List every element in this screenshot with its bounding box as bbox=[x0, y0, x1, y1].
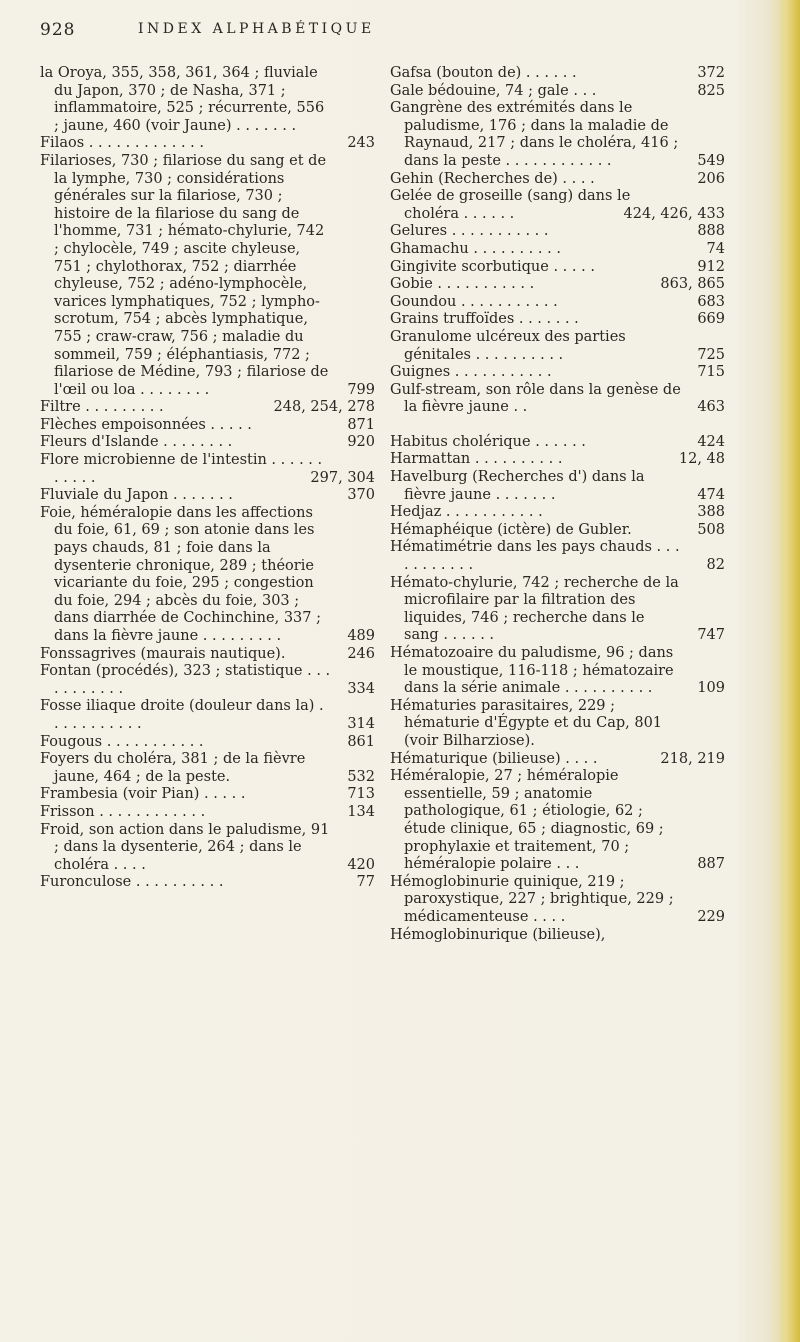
entry-text: Hémaphéique (ictère) de Gubler. bbox=[390, 521, 632, 538]
entry-text: Froid, son action dans le paludisme, 91 ; dans la dysenterie, 264 ; dans le choléra . . . . bbox=[40, 821, 330, 873]
entry-text: Havelburg (Recherches d') dans la fièvre jaune . . . . . . . bbox=[390, 469, 645, 503]
index-entry bbox=[390, 698, 725, 751]
entry-text: Hématozoaire du paludisme, 96 ; dans le moustique, 116-118 ; hématozaire dans la série animale . . . . . . . . . . bbox=[390, 645, 674, 697]
entry-page-ref: 715 bbox=[697, 364, 725, 381]
page-edge bbox=[778, 0, 800, 1342]
entry-text: Fontan (procédés), 323 ; statistique . . . . . . . . . . . bbox=[40, 663, 331, 697]
index-entry bbox=[40, 646, 375, 664]
entry-page-ref: 424, 426, 433 bbox=[623, 205, 725, 222]
entry-page-ref: 861 bbox=[347, 733, 375, 750]
entry-text: Fougous . . . . . . . . . . . bbox=[40, 733, 204, 750]
entry-page-ref: 799 bbox=[347, 381, 375, 398]
index-entry bbox=[390, 451, 725, 469]
entry-page-ref: 863, 865 bbox=[660, 276, 725, 293]
index-entry bbox=[390, 927, 725, 945]
entry-page-ref: 888 bbox=[697, 223, 725, 240]
entry-text: Hémoglobinurique (bilieuse), bbox=[390, 926, 606, 943]
entry-text: Furonculose . . . . . . . . . . bbox=[40, 874, 224, 891]
entry-page-ref: 713 bbox=[347, 786, 375, 803]
entry-page-ref: 246 bbox=[347, 645, 375, 662]
index-entry bbox=[390, 768, 725, 874]
index-entry bbox=[40, 822, 375, 875]
entry-page-ref: 218, 219 bbox=[660, 750, 725, 767]
entry-text: Hémoglobinurie quinique, 219 ; paroxystique, 227 ; brightique, 229 ; médicamenteuse . . . . bbox=[390, 873, 674, 925]
entry-text: Gafsa (bouton de) . . . . . . bbox=[390, 65, 577, 81]
entry-text: Foyers du choléra, 381 ; de la fièvre jaune, 464 ; de la peste. bbox=[40, 751, 306, 785]
entry-text: Grains truffoïdes . . . . . . . bbox=[390, 311, 579, 328]
index-entry bbox=[390, 100, 725, 170]
entry-text: Gobie . . . . . . . . . . . bbox=[390, 276, 535, 293]
index-entry bbox=[390, 241, 725, 259]
index-entry bbox=[40, 452, 375, 487]
entry-page-ref: 370 bbox=[347, 487, 375, 504]
index-entry bbox=[40, 751, 375, 786]
entry-text: Hématimétrie dans les pays chauds . . . . . . . . . . . bbox=[390, 539, 680, 574]
entry-page-ref: 474 bbox=[697, 486, 725, 503]
index-entry bbox=[40, 786, 375, 804]
index-entry bbox=[40, 505, 375, 646]
entry-text: Flore microbienne de l'intestin . . . . . . . . . . . bbox=[40, 452, 323, 486]
entry-page-ref: 489 bbox=[347, 628, 375, 644]
index-entry bbox=[40, 399, 375, 417]
entry-page-ref: 334 bbox=[347, 680, 375, 697]
entry-text: Foie, héméralopie dans les affections du foie, 61, 69 ; son atonie dans les pays chauds, 81 ; foie dans la dysenterie chronique, 289 ; théorie vicariante du foie, 295 ; congestion du foie, 294 ; abcès du foie, 303 ; dans diarrhée de Cochinchine, 337 ; dans la fièvre jaune . . . . . . . . . bbox=[40, 504, 321, 644]
entry-page-ref: 109 bbox=[697, 680, 725, 697]
index-entry bbox=[390, 504, 725, 522]
index-entry bbox=[390, 434, 725, 452]
entry-text: Filarioses, 730 ; filariose du sang et de la lymphe, 730 ; considérations générales sur la filariose, 730 ; histoire de la filariose du sang de l'homme, 731 ; hémato-chylurie, 742 ; chylocèle, 749 ; ascite chyleuse, 751 ; chylothorax, 752 ; diarrhée chyleuse, 752 ; adéno-lymphocèle, varices lymphatiques, 752 ; lympho-scrotum, 754 ; abcès lymphatique, 755 ; craw-craw, 756 ; maladie du sommeil, 759 ; éléphantiasis, 772 ; filariose de Médine, 793 ; filariose de l'œil ou loa . . . . . . . . bbox=[40, 152, 329, 398]
entry-text: Hedjaz . . . . . . . . . . . bbox=[390, 504, 543, 521]
entry-text: Frisson . . . . . . . . . . . . bbox=[40, 803, 206, 820]
index-entry bbox=[390, 65, 725, 83]
page-header bbox=[40, 16, 740, 40]
index-entry bbox=[390, 294, 725, 312]
index-entry bbox=[390, 311, 725, 329]
entry-page-ref: 243 bbox=[347, 135, 375, 152]
index-entry bbox=[390, 575, 725, 645]
entry-text: Gelée de groseille (sang) dans le choléra . . . . . . bbox=[390, 188, 631, 222]
index-entry bbox=[390, 874, 725, 927]
index-entry bbox=[40, 804, 375, 822]
entry-page-ref: 532 bbox=[347, 768, 375, 785]
entry-text: Hématurique (bilieuse) . . . . bbox=[390, 750, 598, 767]
running-title: INDEX ALPHABÉTIQUE bbox=[138, 21, 375, 37]
entry-text: Goundou . . . . . . . . . . . bbox=[390, 293, 558, 310]
entry-page-ref: 297, 304 bbox=[310, 469, 375, 486]
entry-text: Filtre . . . . . . . . . bbox=[40, 399, 164, 416]
entry-page-ref: 229 bbox=[697, 908, 725, 925]
index-entry bbox=[40, 734, 375, 752]
entry-page-ref: 314 bbox=[347, 715, 375, 732]
entry-text: Guignes . . . . . . . . . . . bbox=[390, 364, 552, 381]
entry-text: Gangrène des extrémités dans le paludisme, 176 ; dans la maladie de Raynaud, 217 ; dans le choléra, 416 ; dans la peste . . . . . . . . . . . . bbox=[390, 100, 679, 169]
index-entry bbox=[40, 663, 375, 698]
entry-page-ref: 420 bbox=[347, 856, 375, 873]
entry-text: la Oroya, 355, 358, 361, 364 ; fluviale du Japon, 370 ; de Nasha, 371 ; inflammatoire, 525 ; récurrente, 556 ; jaune, 460 (voir Jaune) . . . . . . . bbox=[40, 65, 325, 134]
entry-text: Gehin (Recherches de) . . . . bbox=[390, 170, 595, 187]
entry-text: Frambesia (voir Pian) . . . . . bbox=[40, 786, 246, 803]
index-entry bbox=[40, 434, 375, 452]
entry-page-ref: 372 bbox=[697, 65, 725, 81]
entry-text: Hémato-chylurie, 742 ; recherche de la microfilaire par la filtration des liquides, 746 ; recherche dans le sang . . . . . . bbox=[390, 574, 679, 644]
entry-text: Fluviale du Japon . . . . . . . bbox=[40, 487, 233, 504]
index-entry bbox=[390, 171, 725, 189]
entry-page-ref: 825 bbox=[697, 82, 725, 99]
index-entry bbox=[40, 135, 375, 153]
entry-page-ref: 669 bbox=[697, 311, 725, 328]
entry-page-ref: 920 bbox=[347, 434, 375, 451]
entry-page-ref: 388 bbox=[697, 504, 725, 521]
entry-text: Granulome ulcéreux des parties génitales . . . . . . . . . . bbox=[390, 328, 626, 363]
entry-page-ref: 134 bbox=[347, 803, 375, 820]
entry-page-ref: 82 bbox=[706, 557, 725, 574]
entry-page-ref: 912 bbox=[697, 258, 725, 275]
entry-text: Fosse iliaque droite (douleur dans la) . . . . . . . . . . . bbox=[40, 698, 324, 732]
entry-page-ref: 887 bbox=[697, 856, 725, 873]
entry-page-ref: 549 bbox=[697, 152, 725, 169]
index-entry bbox=[390, 276, 725, 294]
entry-page-ref: 871 bbox=[347, 416, 375, 433]
index-entry bbox=[40, 874, 375, 892]
entry-page-ref: 424 bbox=[697, 433, 725, 450]
index-entry bbox=[390, 329, 725, 364]
index-entry bbox=[40, 65, 375, 135]
index-entry bbox=[390, 188, 725, 223]
entry-page-ref: 683 bbox=[697, 293, 725, 310]
entry-page-ref: 74 bbox=[706, 240, 725, 257]
index-entry bbox=[40, 487, 375, 505]
index-entry bbox=[390, 364, 725, 382]
index-entry bbox=[390, 469, 725, 504]
left-column bbox=[40, 65, 375, 892]
index-entry bbox=[40, 698, 375, 733]
index-entry bbox=[390, 645, 725, 698]
index-entry bbox=[390, 83, 725, 101]
index-entry bbox=[390, 522, 725, 540]
entry-text: Habitus cholérique . . . . . . bbox=[390, 433, 586, 450]
entry-page-ref: 77 bbox=[356, 874, 375, 891]
entry-text: Fonssagrives (maurais nautique). bbox=[40, 645, 286, 662]
entry-page-ref: 725 bbox=[697, 346, 725, 363]
entry-text: Gulf-stream, son rôle dans la genèse de la fièvre jaune . . bbox=[390, 381, 681, 416]
entry-page-ref: 747 bbox=[697, 627, 725, 644]
index-entry bbox=[390, 382, 725, 417]
entry-page-ref: 206 bbox=[697, 170, 725, 187]
entry-page-ref: 248, 254, 278 bbox=[273, 399, 375, 416]
entry-text: Ghamachu . . . . . . . . . . bbox=[390, 240, 561, 257]
entry-page-ref: 463 bbox=[697, 399, 725, 416]
entry-text: Gingivite scorbutique . . . . . bbox=[390, 258, 595, 275]
entry-text: Gale bédouine, 74 ; gale . . . bbox=[390, 82, 597, 99]
entry-text: Gelures . . . . . . . . . . . bbox=[390, 223, 549, 240]
entry-text: Hématuries parasitaires, 229 ; hématurie d'Égypte et du Cap, 801 (voir Bilharziose). bbox=[390, 697, 663, 749]
entry-page-ref: 12, 48 bbox=[678, 451, 725, 468]
entry-page-ref: 508 bbox=[697, 521, 725, 538]
index-entry bbox=[390, 259, 725, 277]
index-entry bbox=[40, 417, 375, 435]
entry-text: Filaos . . . . . . . . . . . . . bbox=[40, 135, 204, 152]
entry-text: Flèches empoisonnées . . . . . bbox=[40, 416, 252, 433]
entry-text: Héméralopie, 27 ; héméralopie essentielle, 59 ; anatomie pathologique, 61 ; étiologie, 62 ; étude clinique, 65 ; diagnostic, 69 ; prophylaxie et traitement, 70 ; héméralopie polaire . . . bbox=[390, 768, 664, 873]
right-column bbox=[390, 65, 725, 944]
index-entry bbox=[390, 751, 725, 769]
entry-text: Fleurs d'Islande . . . . . . . . bbox=[40, 434, 233, 451]
page-number: 928 bbox=[40, 20, 76, 40]
index-entry bbox=[40, 153, 375, 399]
section-gap bbox=[390, 417, 725, 434]
index-entry bbox=[390, 539, 725, 574]
index-entry bbox=[390, 223, 725, 241]
entry-text: Harmattan . . . . . . . . . . bbox=[390, 451, 563, 468]
